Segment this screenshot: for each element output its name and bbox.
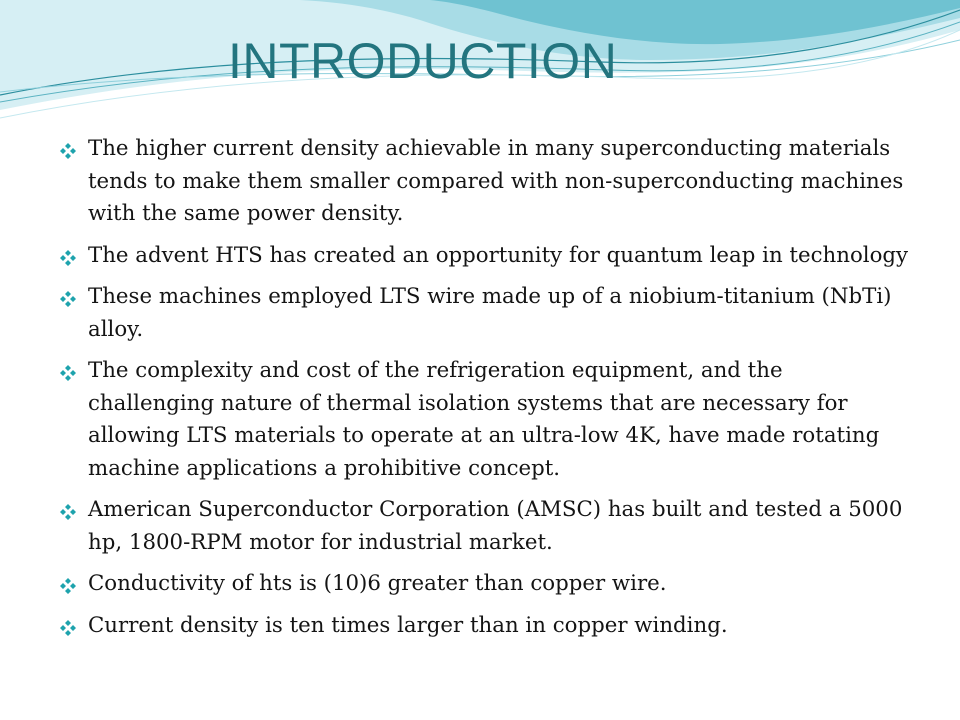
bullet-text: The higher current density achievable in many superconducting materials tends to make them smaller compared with non-superconducting machines with the same power density. [88,136,904,226]
bullet-text: American Superconductor Corporation (AMSC) has built and tested a 5000 hp, 1800-RPM motor for industrial market. [88,497,903,555]
list-item [60,494,910,559]
list-item [60,355,910,485]
bullet-list [60,133,910,651]
list-item [60,610,910,643]
slide-title: INTRODUCTION [228,33,618,89]
four-diamond-bullet-icon [60,143,76,159]
four-diamond-bullet-icon [60,250,76,266]
bullet-text: Conductivity of hts is (10)6 greater than copper wire. [88,571,667,596]
four-diamond-bullet-icon [60,578,76,594]
bullet-text: These machines employed LTS wire made up of a niobium-titanium (NbTi) alloy. [88,284,892,342]
four-diamond-bullet-icon [60,504,76,520]
list-item [60,133,910,231]
bullet-text: The advent HTS has created an opportunity for quantum leap in technology [88,242,909,268]
four-diamond-bullet-icon [60,620,76,636]
four-diamond-bullet-icon [60,291,76,307]
list-item [60,281,910,346]
bullet-text: The complexity and cost of the refrigeration equipment, and the challenging nature of thermal isolation systems that are necessary for allowing LTS materials to operate at an ultra-low 4K, have made rotating machine applications a prohibitive concept. [88,358,880,481]
four-diamond-bullet-icon [60,365,76,381]
bullet-text: Current density is ten times larger than in copper winding. [88,612,728,638]
list-item [60,240,910,273]
list-item [60,568,910,601]
